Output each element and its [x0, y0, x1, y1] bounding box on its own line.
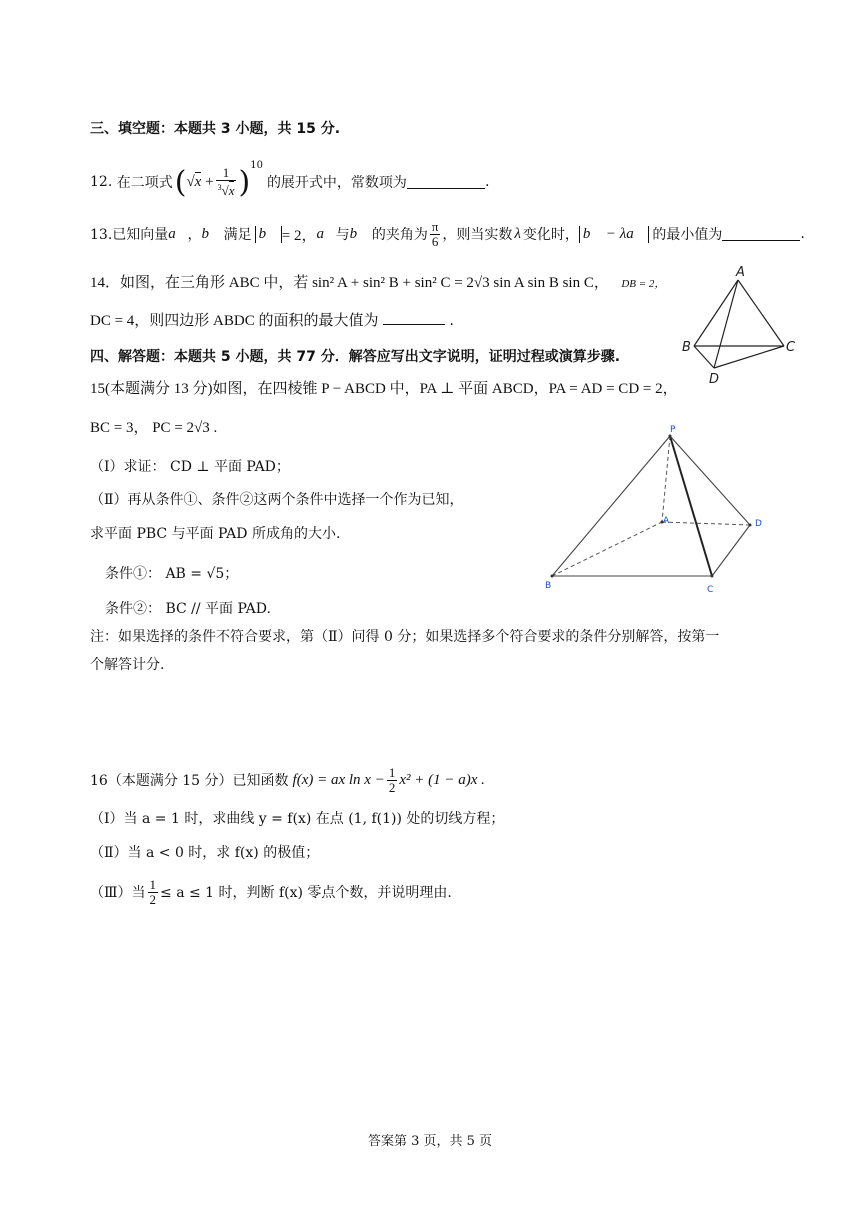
q16-line1a: 16（本题满分 15 分）已知函数: [90, 773, 289, 789]
q15-note-line2: 个解答计分.: [90, 657, 165, 673]
label-b: B: [545, 581, 552, 591]
edge-pb: [552, 436, 670, 576]
page-footer: 答案第 3 页，共 5 页: [367, 1134, 493, 1149]
edge-ab: [694, 280, 738, 346]
q13-t5: 的夹角为: [371, 227, 428, 243]
label-c: C: [707, 585, 714, 595]
edge-ad-hidden: [662, 522, 750, 525]
q13-t1: ，: [187, 227, 202, 243]
label-d: D: [709, 372, 720, 387]
vec-b-2: b⃗: [349, 225, 369, 242]
pyramid-p-abcd-figure: [540, 422, 770, 597]
question-14-line-2: [90, 309, 454, 330]
plus-sign: +: [201, 173, 214, 190]
q12-fraction: $\frac{1}{^3√x}$: [217, 165, 235, 198]
q14-line1: 14．如图，在三角形 ABC 中，若 sin² A + sin² B + sin² C = 2√3 sin A sin B sin C，: [90, 275, 609, 291]
q15-part2b: 求平面 PBC 与平面 PAD 所成角的大小.: [90, 526, 341, 542]
point-d: [749, 524, 752, 527]
edge-cd: [712, 525, 750, 576]
q16-fraction: $\frac{1}{2}$: [388, 764, 396, 795]
vec-b: b⃗: [201, 225, 221, 242]
question-16-line-1: [90, 762, 485, 798]
edge-ad: [714, 280, 738, 368]
sqrt-x: √x: [186, 173, 202, 190]
lambda-symbol: λ: [514, 225, 521, 242]
q15-condition-1: 条件①： AB = √5；: [105, 566, 239, 582]
q12-suffix: 的展开式中，常数项为: [266, 175, 407, 191]
q16-part1: （Ⅰ）当 a = 1 时，求曲线 y = f(x) 在点 (1, f(1)) 处的切线方程；: [90, 811, 505, 827]
edge-ba-hidden: [552, 522, 662, 576]
edge-dc: [714, 346, 784, 368]
edge-pc: [670, 436, 712, 576]
q16-line1b: f(x) = ax ln x −: [292, 771, 385, 788]
binomial-expression: (: [174, 164, 187, 200]
label-a: A: [736, 265, 745, 280]
label-d: D: [755, 519, 762, 529]
norm-b: b⃗: [255, 226, 282, 243]
edge-bd: [694, 346, 714, 368]
label-a: A: [663, 516, 670, 526]
q12-number: 12.: [90, 174, 113, 190]
q13-t6: ，则当实数: [442, 227, 513, 243]
question-13: [90, 216, 805, 252]
q15-note-line1: 注：如果选择的条件不符合要求，第（Ⅱ）问得 0 分；如果选择多个符合要求的条件分别解答，按第一: [90, 629, 720, 645]
q13-t7: 变化时，: [522, 227, 579, 243]
q16-part3b: ≤ a ≤ 1 时，判断 f(x) 零点个数，并说明理由.: [160, 885, 452, 901]
section-4-heading: 四、解答题：本题共 5 小题，共 77 分．解答应写出文字说明，证明过程或演算步骤.: [90, 349, 621, 365]
q14-answer-blank[interactable]: [383, 312, 445, 325]
question-12: [90, 158, 489, 206]
q13-answer-blank[interactable]: [722, 228, 800, 241]
q12-answer-blank[interactable]: [407, 176, 485, 189]
q12-prefix: 在二项式: [116, 175, 173, 191]
q13-t8: 的最小值为: [652, 227, 723, 243]
q13-t3: = 2，: [281, 227, 317, 244]
triangle-abdc-figure: [680, 262, 800, 392]
label-b: B: [682, 340, 691, 355]
q16-line1c: x² + (1 − a)x .: [399, 771, 485, 788]
edge-pa-hidden: [662, 436, 670, 522]
q13-prefix: 13.已知向量: [90, 227, 169, 243]
paren-close: ): [238, 164, 251, 200]
q15-line1: 15(本题满分 13 分)如图，在四棱锥 P − ABCD 中，PA ⊥ 平面 ABCD，PA = AD = CD = 2，: [90, 381, 678, 397]
q12-end: .: [484, 174, 490, 190]
label-p: P: [670, 425, 676, 435]
q16-part3-fraction: $\frac{1}{2}$: [149, 876, 157, 907]
q13-end: .: [800, 226, 805, 242]
q15-part1: （Ⅰ）求证： CD ⊥ 平面 PAD；: [90, 459, 290, 475]
point-c: [711, 575, 714, 578]
point-b: [551, 575, 554, 578]
q13-t4: 与: [335, 227, 350, 243]
label-c: C: [786, 340, 796, 355]
vec-a: a⃗: [168, 225, 188, 242]
edge-ac: [738, 280, 784, 346]
q16-part3: [90, 874, 452, 910]
q13-fraction: $\frac{\pi}{6}$: [431, 218, 439, 249]
q15-line2: BC = 3， PC = 2√3 .: [90, 420, 218, 436]
q16-part2: （Ⅱ）当 a < 0 时，求 f(x) 的极值；: [90, 845, 320, 861]
q15-part2: （Ⅱ）再从条件①、条件②这两个条件中选择一个作为已知，: [90, 492, 464, 508]
q14-line2: DC = 4，则四边形 ABDC 的面积的最大值为: [90, 313, 379, 329]
q16-part3a: （Ⅲ）当: [90, 885, 146, 901]
q12-exponent: 10: [250, 160, 263, 171]
q14-line1b: DB = 2，: [621, 278, 666, 290]
q14-end: .: [449, 313, 454, 329]
section-3-heading: 三、填空题：本题共 3 小题，共 15 分.: [90, 121, 341, 137]
question-14-line-1: [90, 271, 665, 292]
norm-b-minus-lambda-a: b⃗ − λa⃗: [579, 226, 649, 243]
vec-a-2: a⃗: [316, 225, 336, 242]
q15-condition-2: 条件②： BC // 平面 PAD.: [105, 601, 271, 617]
edge-pd: [670, 436, 750, 525]
q13-t2: 满足: [223, 227, 252, 243]
